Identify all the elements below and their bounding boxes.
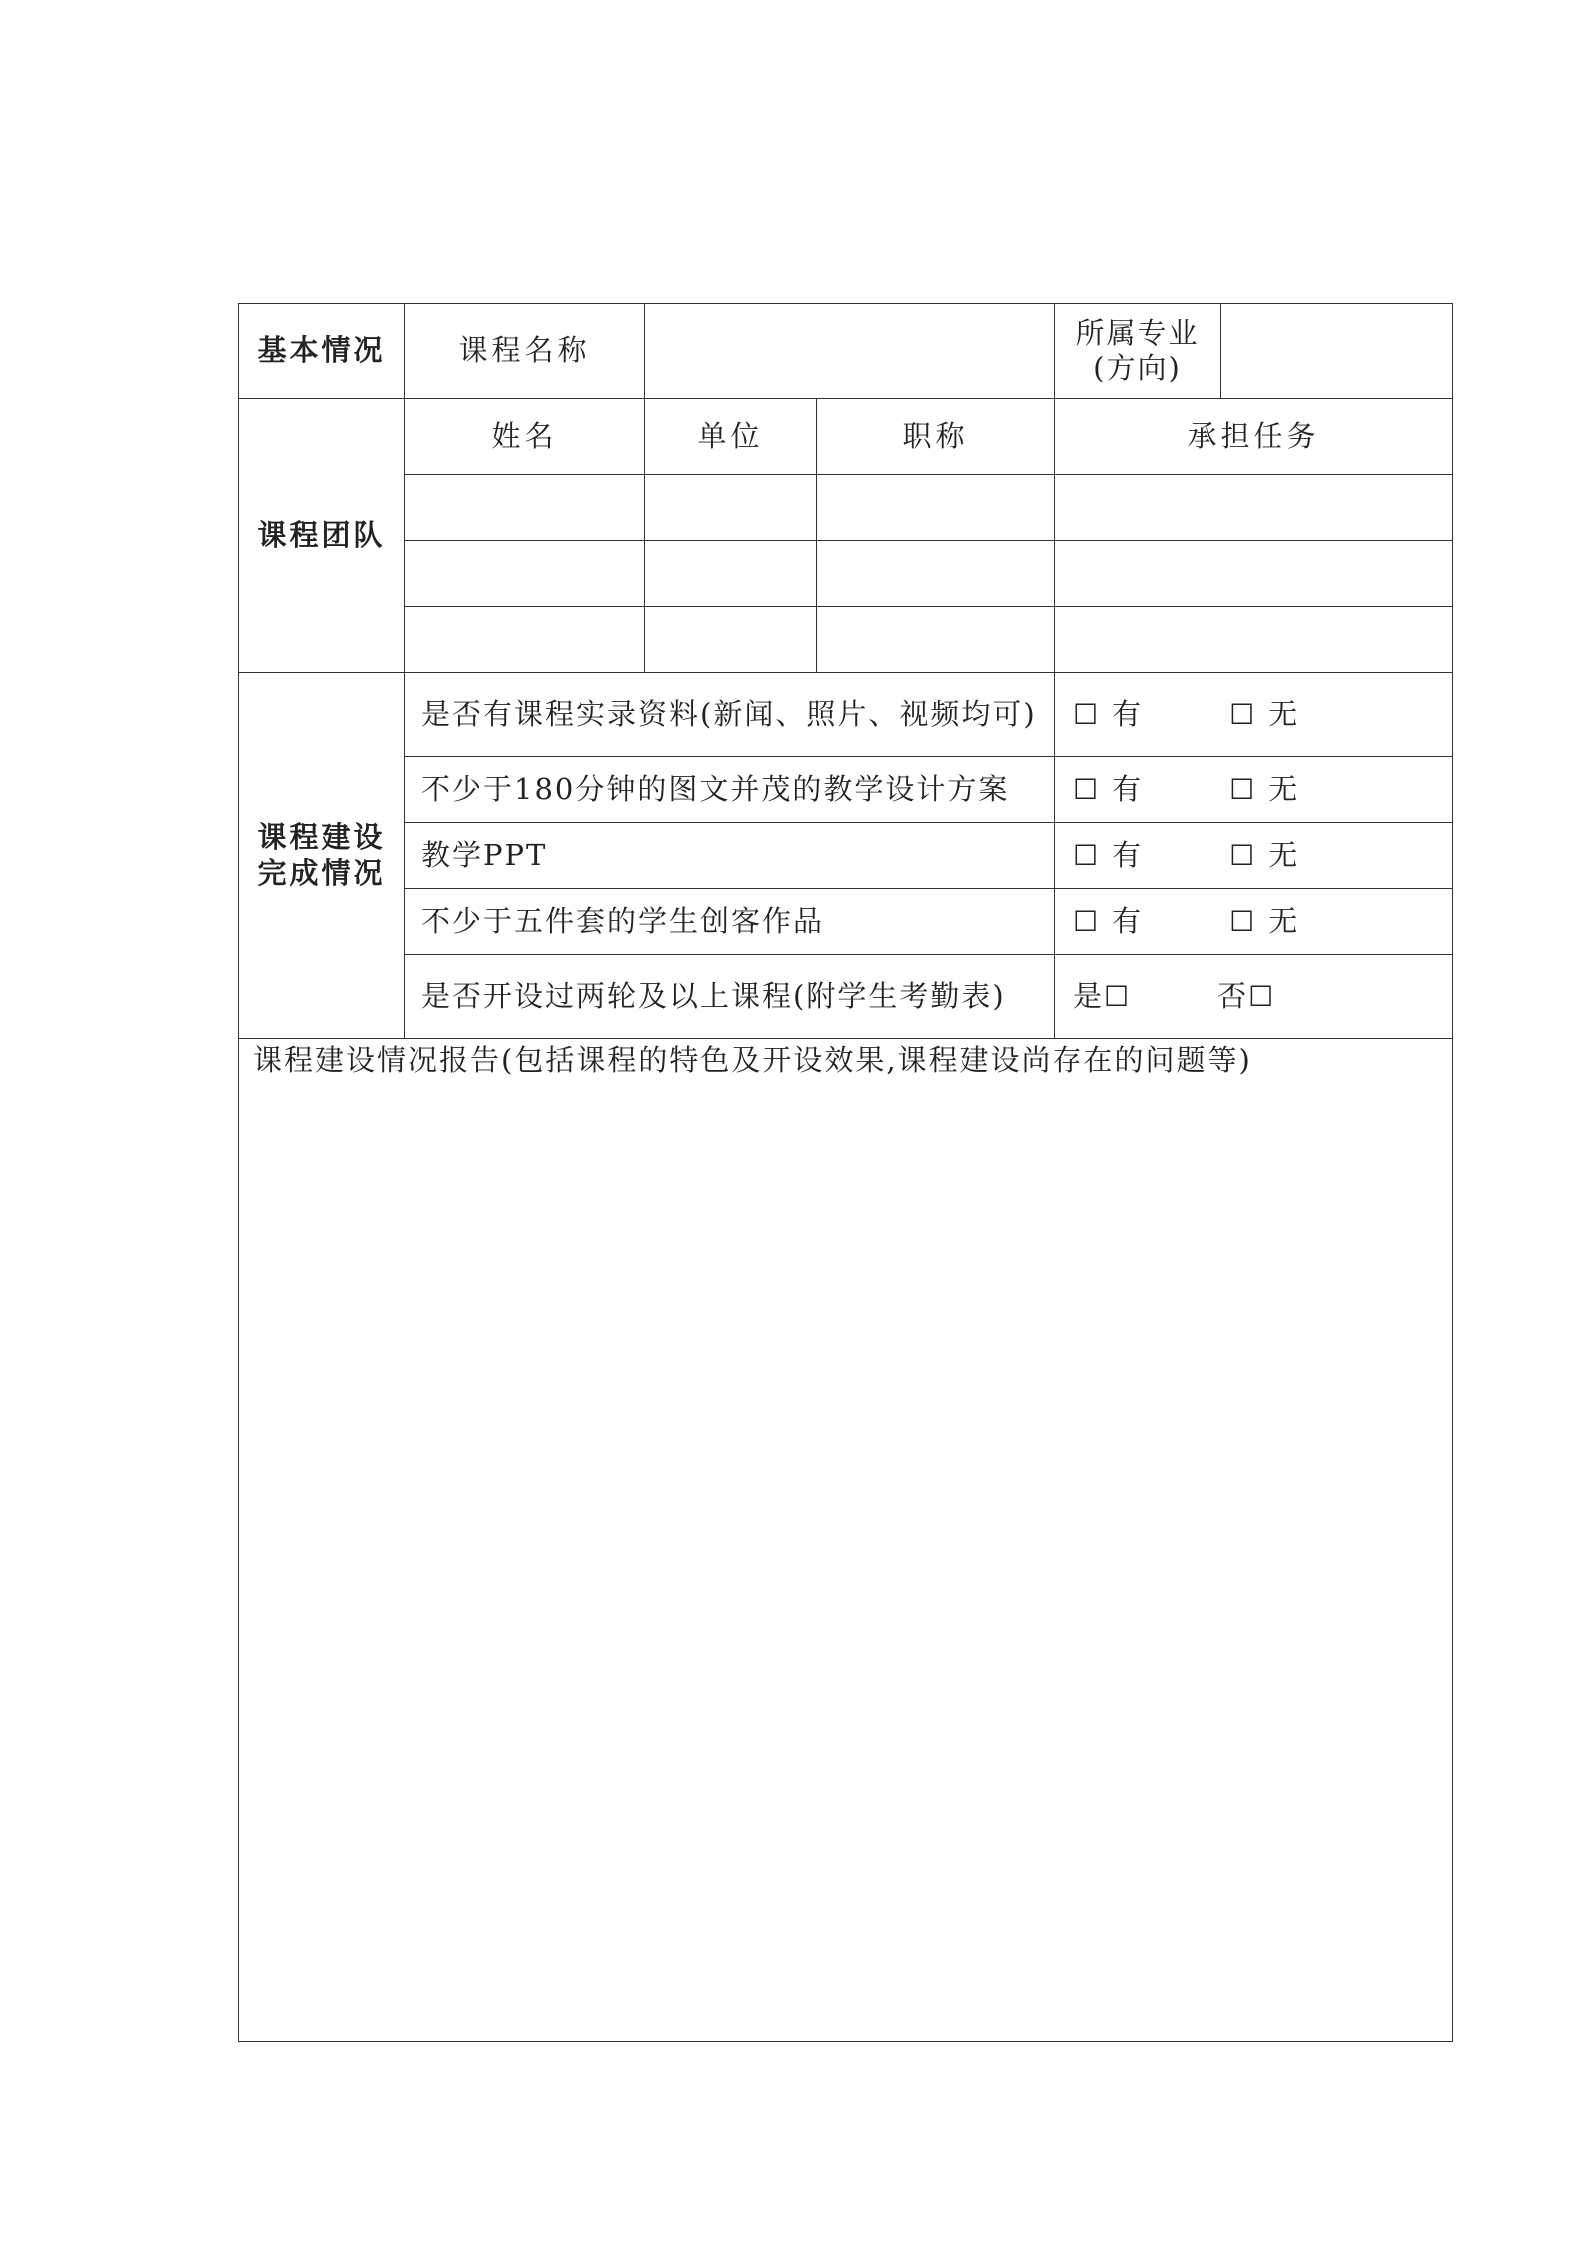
team-name-field[interactable]	[405, 475, 645, 541]
checkbox-icon[interactable]: ☐	[1229, 838, 1255, 872]
course-name-label: 课程名称	[405, 304, 645, 399]
completion-label-line1: 课程建设	[257, 820, 386, 855]
completion-choice	[1055, 955, 1453, 1039]
team-title-field[interactable]	[817, 607, 1055, 673]
option-label: 有	[1112, 696, 1142, 731]
checkbox-icon[interactable]: ☐	[1104, 979, 1130, 1013]
team-header-name: 姓名	[405, 399, 645, 475]
team-name-field[interactable]	[405, 541, 645, 607]
completion-label	[239, 673, 405, 1039]
team-header-title: 职称	[817, 399, 1055, 475]
team-task-field[interactable]	[1055, 607, 1453, 673]
completion-choice	[1055, 673, 1453, 757]
completion-row	[239, 673, 1453, 757]
option-no[interactable]	[1229, 838, 1297, 873]
team-label: 课程团队	[239, 399, 405, 673]
course-name-field[interactable]	[645, 304, 1055, 399]
report-cell[interactable]	[239, 1039, 1453, 2042]
option-no[interactable]	[1229, 697, 1297, 732]
checkbox-icon[interactable]: ☐	[1248, 979, 1274, 1013]
option-no[interactable]	[1229, 772, 1297, 807]
option-label: 有	[1112, 903, 1142, 938]
completion-row	[239, 823, 1453, 889]
major-label-line1: 所属专业	[1075, 315, 1200, 350]
completion-choice	[1055, 757, 1453, 823]
team-task-field[interactable]	[1055, 541, 1453, 607]
option-no[interactable]	[1229, 904, 1297, 939]
team-row	[239, 607, 1453, 673]
checkbox-icon[interactable]: ☐	[1229, 772, 1255, 806]
completion-item-text: 不少于180分钟的图文并茂的教学设计方案	[405, 757, 1055, 823]
option-yes[interactable]	[1073, 838, 1141, 873]
completion-item-text: 不少于五件套的学生创客作品	[405, 889, 1055, 955]
completion-item-text: 教学PPT	[405, 823, 1055, 889]
checkbox-icon[interactable]: ☐	[1073, 697, 1099, 731]
team-title-field[interactable]	[817, 475, 1055, 541]
major-field[interactable]	[1221, 304, 1453, 399]
team-name-field[interactable]	[405, 607, 645, 673]
checkbox-icon[interactable]: ☐	[1229, 697, 1255, 731]
completion-row	[239, 889, 1453, 955]
course-form-table	[238, 303, 1453, 2042]
option-label: 有	[1112, 837, 1142, 872]
team-title-field[interactable]	[817, 541, 1055, 607]
option-label: 无	[1268, 771, 1298, 806]
option-label: 否	[1217, 978, 1247, 1013]
option-no[interactable]	[1217, 979, 1273, 1014]
option-yes[interactable]	[1073, 697, 1141, 732]
team-unit-field[interactable]	[645, 475, 817, 541]
team-header-unit: 单位	[645, 399, 817, 475]
completion-item-text: 是否有课程实录资料(新闻、照片、视频均可)	[405, 673, 1055, 757]
checkbox-icon[interactable]: ☐	[1073, 904, 1099, 938]
team-unit-field[interactable]	[645, 607, 817, 673]
completion-row	[239, 757, 1453, 823]
option-label: 无	[1268, 903, 1298, 938]
option-label: 无	[1268, 696, 1298, 731]
team-row	[239, 541, 1453, 607]
team-header-task: 承担任务	[1055, 399, 1453, 475]
option-label: 是	[1073, 978, 1103, 1013]
major-label-line2: (方向)	[1093, 351, 1182, 385]
checkbox-icon[interactable]: ☐	[1073, 838, 1099, 872]
team-unit-field[interactable]	[645, 541, 817, 607]
report-label: 课程建设情况报告(包括课程的特色及开设效果,课程建设尚存在的问题等)	[253, 1043, 1252, 1077]
team-row	[239, 475, 1453, 541]
major-label	[1055, 304, 1221, 399]
option-label: 无	[1268, 837, 1298, 872]
checkbox-icon[interactable]: ☐	[1229, 904, 1255, 938]
completion-choice	[1055, 823, 1453, 889]
option-yes[interactable]	[1073, 904, 1141, 939]
option-yes[interactable]	[1073, 772, 1141, 807]
completion-item-text: 是否开设过两轮及以上课程(附学生考勤表)	[405, 955, 1055, 1039]
completion-row	[239, 955, 1453, 1039]
basic-info-label: 基本情况	[239, 304, 405, 399]
option-yes[interactable]	[1073, 979, 1129, 1014]
team-task-field[interactable]	[1055, 475, 1453, 541]
completion-choice	[1055, 889, 1453, 955]
option-label: 有	[1112, 771, 1142, 806]
checkbox-icon[interactable]: ☐	[1073, 772, 1099, 806]
completion-label-line2: 完成情况	[257, 855, 386, 890]
